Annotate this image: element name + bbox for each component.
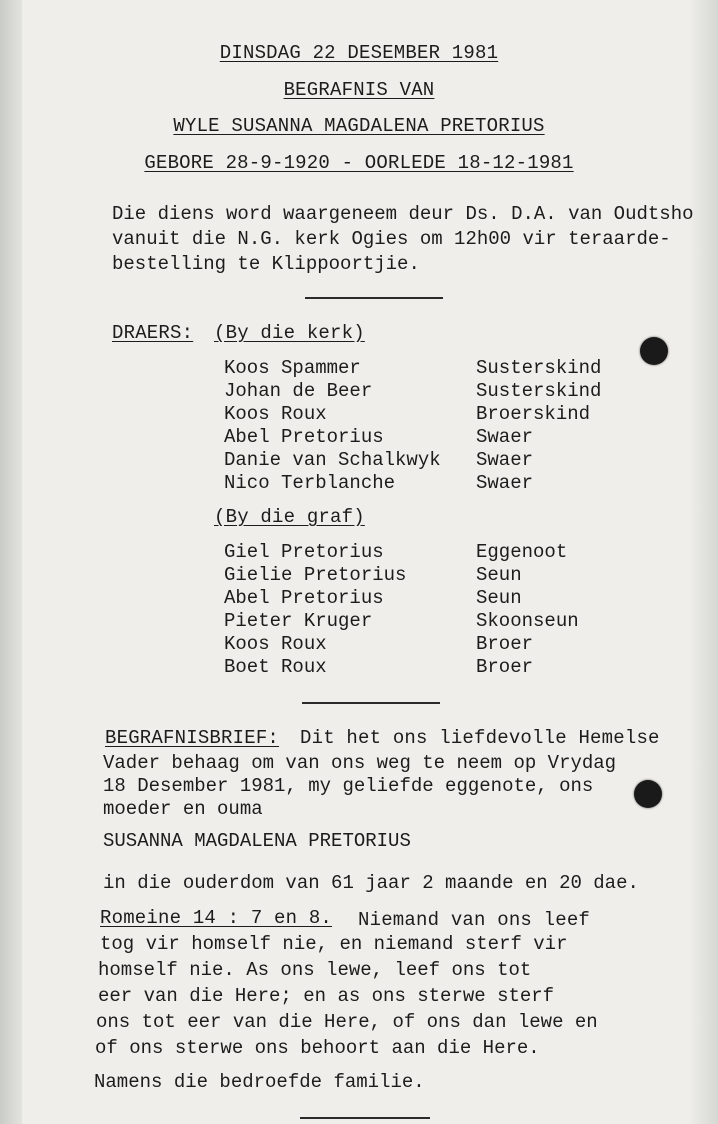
- grave-bearer-name: Abel Pretorius: [224, 587, 384, 609]
- letter-line-2: Vader behaag om van ons weg te neem op Vrydag: [103, 752, 617, 774]
- grave-bearer-name: Boet Roux: [224, 656, 327, 678]
- grave-bearer-relation: Skoonseun: [476, 610, 579, 632]
- letter-line-3: 18 Desember 1981, my geliefde eggenote, ons: [103, 775, 594, 797]
- binder-hole-bottom: [634, 780, 662, 808]
- scripture-line-1: Niemand van ons leef: [358, 909, 591, 931]
- scripture-line-6: of ons sterwe ons behoort aan die Here.: [95, 1037, 540, 1059]
- church-bearer-relation: Susterskind: [476, 357, 602, 379]
- bearers-grave-label: (By die graf): [214, 506, 365, 528]
- grave-bearer-name: Pieter Kruger: [224, 610, 373, 632]
- letter-name: SUSANNA MAGDALENA PRETORIUS: [103, 830, 411, 852]
- letter-label: BEGRAFNISBRIEF:: [105, 727, 280, 749]
- header-title: BEGRAFNIS VAN: [283, 79, 435, 101]
- header-date: DINSDAG 22 DESEMBER 1981: [219, 42, 499, 64]
- church-bearer-relation: Broerskind: [476, 403, 591, 425]
- letter-line-4: moeder en ouma: [103, 798, 263, 820]
- church-bearer-relation: Swaer: [476, 472, 534, 494]
- divider-2: [302, 702, 440, 704]
- grave-bearer-relation: Eggenoot: [476, 541, 568, 563]
- binder-hole-top: [640, 337, 668, 365]
- service-line-2: vanuit die N.G. kerk Ogies om 12h00 vir teraarde-: [112, 228, 671, 250]
- church-bearer-name: Abel Pretorius: [224, 426, 384, 448]
- grave-bearer-name: Koos Roux: [224, 633, 327, 655]
- divider-3: [300, 1117, 430, 1119]
- grave-bearer-name: Gielie Pretorius: [224, 564, 407, 586]
- grave-bearer-relation: Seun: [476, 587, 522, 609]
- scripture-line-5: ons tot eer van die Here, of ons dan lewe en: [96, 1011, 598, 1033]
- grave-bearer-name: Giel Pretorius: [224, 541, 384, 563]
- church-bearer-name: Johan de Beer: [224, 380, 373, 402]
- scripture-line-3: homself nie. As ons lewe, leef ons tot: [98, 959, 532, 981]
- church-bearer-relation: Susterskind: [476, 380, 602, 402]
- bearers-label: DRAERS:: [112, 322, 194, 344]
- letter-line-1: Dit het ons liefdevolle Hemelse: [300, 727, 660, 749]
- scripture-ref: Romeine 14 : 7 en 8.: [100, 907, 333, 929]
- scripture-line-4: eer van die Here; en as ons sterwe sterf: [98, 985, 555, 1007]
- scripture-line-2: tog vir homself nie, en niemand sterf vir: [100, 933, 568, 955]
- church-bearer-relation: Swaer: [476, 449, 534, 471]
- letter-age: in die ouderdom van 61 jaar 2 maande en 20 dae.: [103, 872, 639, 894]
- service-line-1: Die diens word waargeneem deur Ds. D.A. van Oudtsho: [112, 203, 694, 225]
- church-bearer-name: Koos Roux: [224, 403, 327, 425]
- bearers-church-label: (By die kerk): [214, 322, 365, 344]
- church-bearer-name: Danie van Schalkwyk: [224, 449, 441, 471]
- grave-bearer-relation: Broer: [476, 633, 534, 655]
- grave-bearer-relation: Seun: [476, 564, 522, 586]
- divider-1: [305, 297, 443, 299]
- church-bearer-relation: Swaer: [476, 426, 534, 448]
- closing-text: Namens die bedroefde familie.: [94, 1071, 425, 1093]
- church-bearer-name: Koos Spammer: [224, 357, 361, 379]
- grave-bearer-relation: Broer: [476, 656, 534, 678]
- church-bearer-name: Nico Terblanche: [224, 472, 396, 494]
- service-line-3: bestelling te Klippoortjie.: [112, 253, 420, 275]
- header-deceased: WYLE SUSANNA MAGDALENA PRETORIUS: [173, 115, 545, 137]
- header-dates: GEBORE 28-9-1920 - OORLEDE 18-12-1981: [144, 152, 574, 174]
